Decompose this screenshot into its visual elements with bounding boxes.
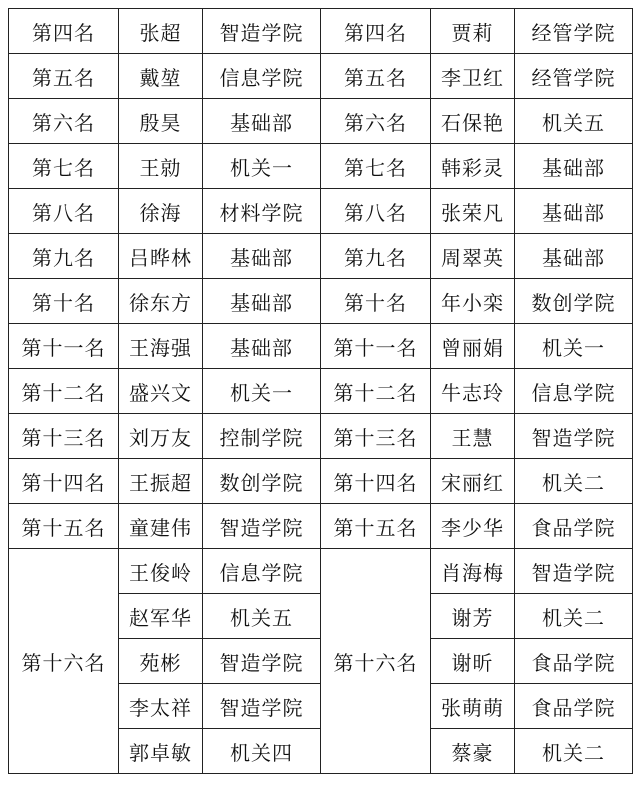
rank-right: 第八名	[321, 189, 431, 234]
name-left: 戴堃	[119, 54, 203, 99]
name-left: 盛兴文	[119, 369, 203, 414]
name-left: 张超	[119, 9, 203, 54]
name-right: 蔡豪	[431, 729, 515, 774]
rank-right: 第六名	[321, 99, 431, 144]
rank-left-merged: 第十六名	[9, 549, 119, 774]
dept-left: 机关一	[203, 144, 321, 189]
ranking-table-body	[9, 9, 633, 774]
rank-left: 第十四名	[9, 459, 119, 504]
name-right: 李少华	[431, 504, 515, 549]
dept-left: 机关一	[203, 369, 321, 414]
rank-left: 第六名	[9, 99, 119, 144]
dept-left: 机关五	[203, 594, 321, 639]
name-left: 刘万友	[119, 414, 203, 459]
name-right: 牛志玲	[431, 369, 515, 414]
dept-right: 机关二	[515, 594, 633, 639]
dept-left: 智造学院	[203, 504, 321, 549]
table-row	[9, 9, 633, 54]
name-left: 徐海	[119, 189, 203, 234]
table-row	[9, 234, 633, 279]
name-left: 殷昊	[119, 99, 203, 144]
name-right: 曾丽娟	[431, 324, 515, 369]
rank-left: 第十名	[9, 279, 119, 324]
rank-left: 第九名	[9, 234, 119, 279]
rank-left: 第十五名	[9, 504, 119, 549]
name-left: 郭卓敏	[119, 729, 203, 774]
table-row	[9, 459, 633, 504]
name-left: 赵军华	[119, 594, 203, 639]
name-left: 王勍	[119, 144, 203, 189]
name-right: 石保艳	[431, 99, 515, 144]
name-right: 谢芳	[431, 594, 515, 639]
dept-left: 基础部	[203, 234, 321, 279]
table-row	[9, 54, 633, 99]
dept-left: 基础部	[203, 99, 321, 144]
dept-right: 智造学院	[515, 549, 633, 594]
ranking-table	[8, 8, 633, 774]
name-right: 张荣凡	[431, 189, 515, 234]
name-right: 周翠英	[431, 234, 515, 279]
name-right: 谢昕	[431, 639, 515, 684]
rank-left: 第十二名	[9, 369, 119, 414]
rank-left: 第十一名	[9, 324, 119, 369]
table-row	[9, 414, 633, 459]
dept-right: 基础部	[515, 234, 633, 279]
table-row	[9, 99, 633, 144]
dept-right: 食品学院	[515, 684, 633, 729]
table-row	[9, 189, 633, 234]
dept-left: 信息学院	[203, 54, 321, 99]
rank-left: 第四名	[9, 9, 119, 54]
dept-left: 智造学院	[203, 9, 321, 54]
name-left: 李太祥	[119, 684, 203, 729]
table-row	[9, 324, 633, 369]
name-left: 吕晔林	[119, 234, 203, 279]
name-right: 张萌萌	[431, 684, 515, 729]
name-right: 宋丽红	[431, 459, 515, 504]
dept-right: 食品学院	[515, 639, 633, 684]
rank-right: 第九名	[321, 234, 431, 279]
table-row	[9, 279, 633, 324]
rank-right: 第十四名	[321, 459, 431, 504]
dept-left: 材料学院	[203, 189, 321, 234]
rank-right-merged: 第十六名	[321, 549, 431, 774]
dept-left: 智造学院	[203, 684, 321, 729]
dept-right: 基础部	[515, 144, 633, 189]
rank-right: 第十二名	[321, 369, 431, 414]
rank-left: 第八名	[9, 189, 119, 234]
rank-right: 第十五名	[321, 504, 431, 549]
dept-left: 机关四	[203, 729, 321, 774]
table-row	[9, 369, 633, 414]
dept-right: 机关二	[515, 729, 633, 774]
rank-left: 第十三名	[9, 414, 119, 459]
name-left: 王振超	[119, 459, 203, 504]
name-right: 贾莉	[431, 9, 515, 54]
table-row	[9, 549, 633, 594]
dept-right: 机关二	[515, 459, 633, 504]
dept-right: 机关一	[515, 324, 633, 369]
rank-left: 第七名	[9, 144, 119, 189]
rank-right: 第四名	[321, 9, 431, 54]
table-row	[9, 504, 633, 549]
name-left: 王俊岭	[119, 549, 203, 594]
rank-right: 第十三名	[321, 414, 431, 459]
name-left: 苑彬	[119, 639, 203, 684]
name-right: 王慧	[431, 414, 515, 459]
dept-left: 控制学院	[203, 414, 321, 459]
name-right: 年小栾	[431, 279, 515, 324]
rank-right: 第七名	[321, 144, 431, 189]
rank-right: 第十名	[321, 279, 431, 324]
dept-right: 基础部	[515, 189, 633, 234]
dept-right: 经管学院	[515, 9, 633, 54]
dept-right: 数创学院	[515, 279, 633, 324]
dept-right: 经管学院	[515, 54, 633, 99]
name-left: 童建伟	[119, 504, 203, 549]
dept-right: 智造学院	[515, 414, 633, 459]
dept-left: 信息学院	[203, 549, 321, 594]
dept-right: 信息学院	[515, 369, 633, 414]
name-left: 王海强	[119, 324, 203, 369]
rank-left: 第五名	[9, 54, 119, 99]
name-right: 肖海梅	[431, 549, 515, 594]
dept-right: 机关五	[515, 99, 633, 144]
name-right: 李卫红	[431, 54, 515, 99]
dept-left: 基础部	[203, 279, 321, 324]
rank-right: 第十一名	[321, 324, 431, 369]
dept-left: 数创学院	[203, 459, 321, 504]
rank-right: 第五名	[321, 54, 431, 99]
name-right: 韩彩灵	[431, 144, 515, 189]
name-left: 徐东方	[119, 279, 203, 324]
dept-right: 食品学院	[515, 504, 633, 549]
table-row	[9, 144, 633, 189]
dept-left: 智造学院	[203, 639, 321, 684]
dept-left: 基础部	[203, 324, 321, 369]
